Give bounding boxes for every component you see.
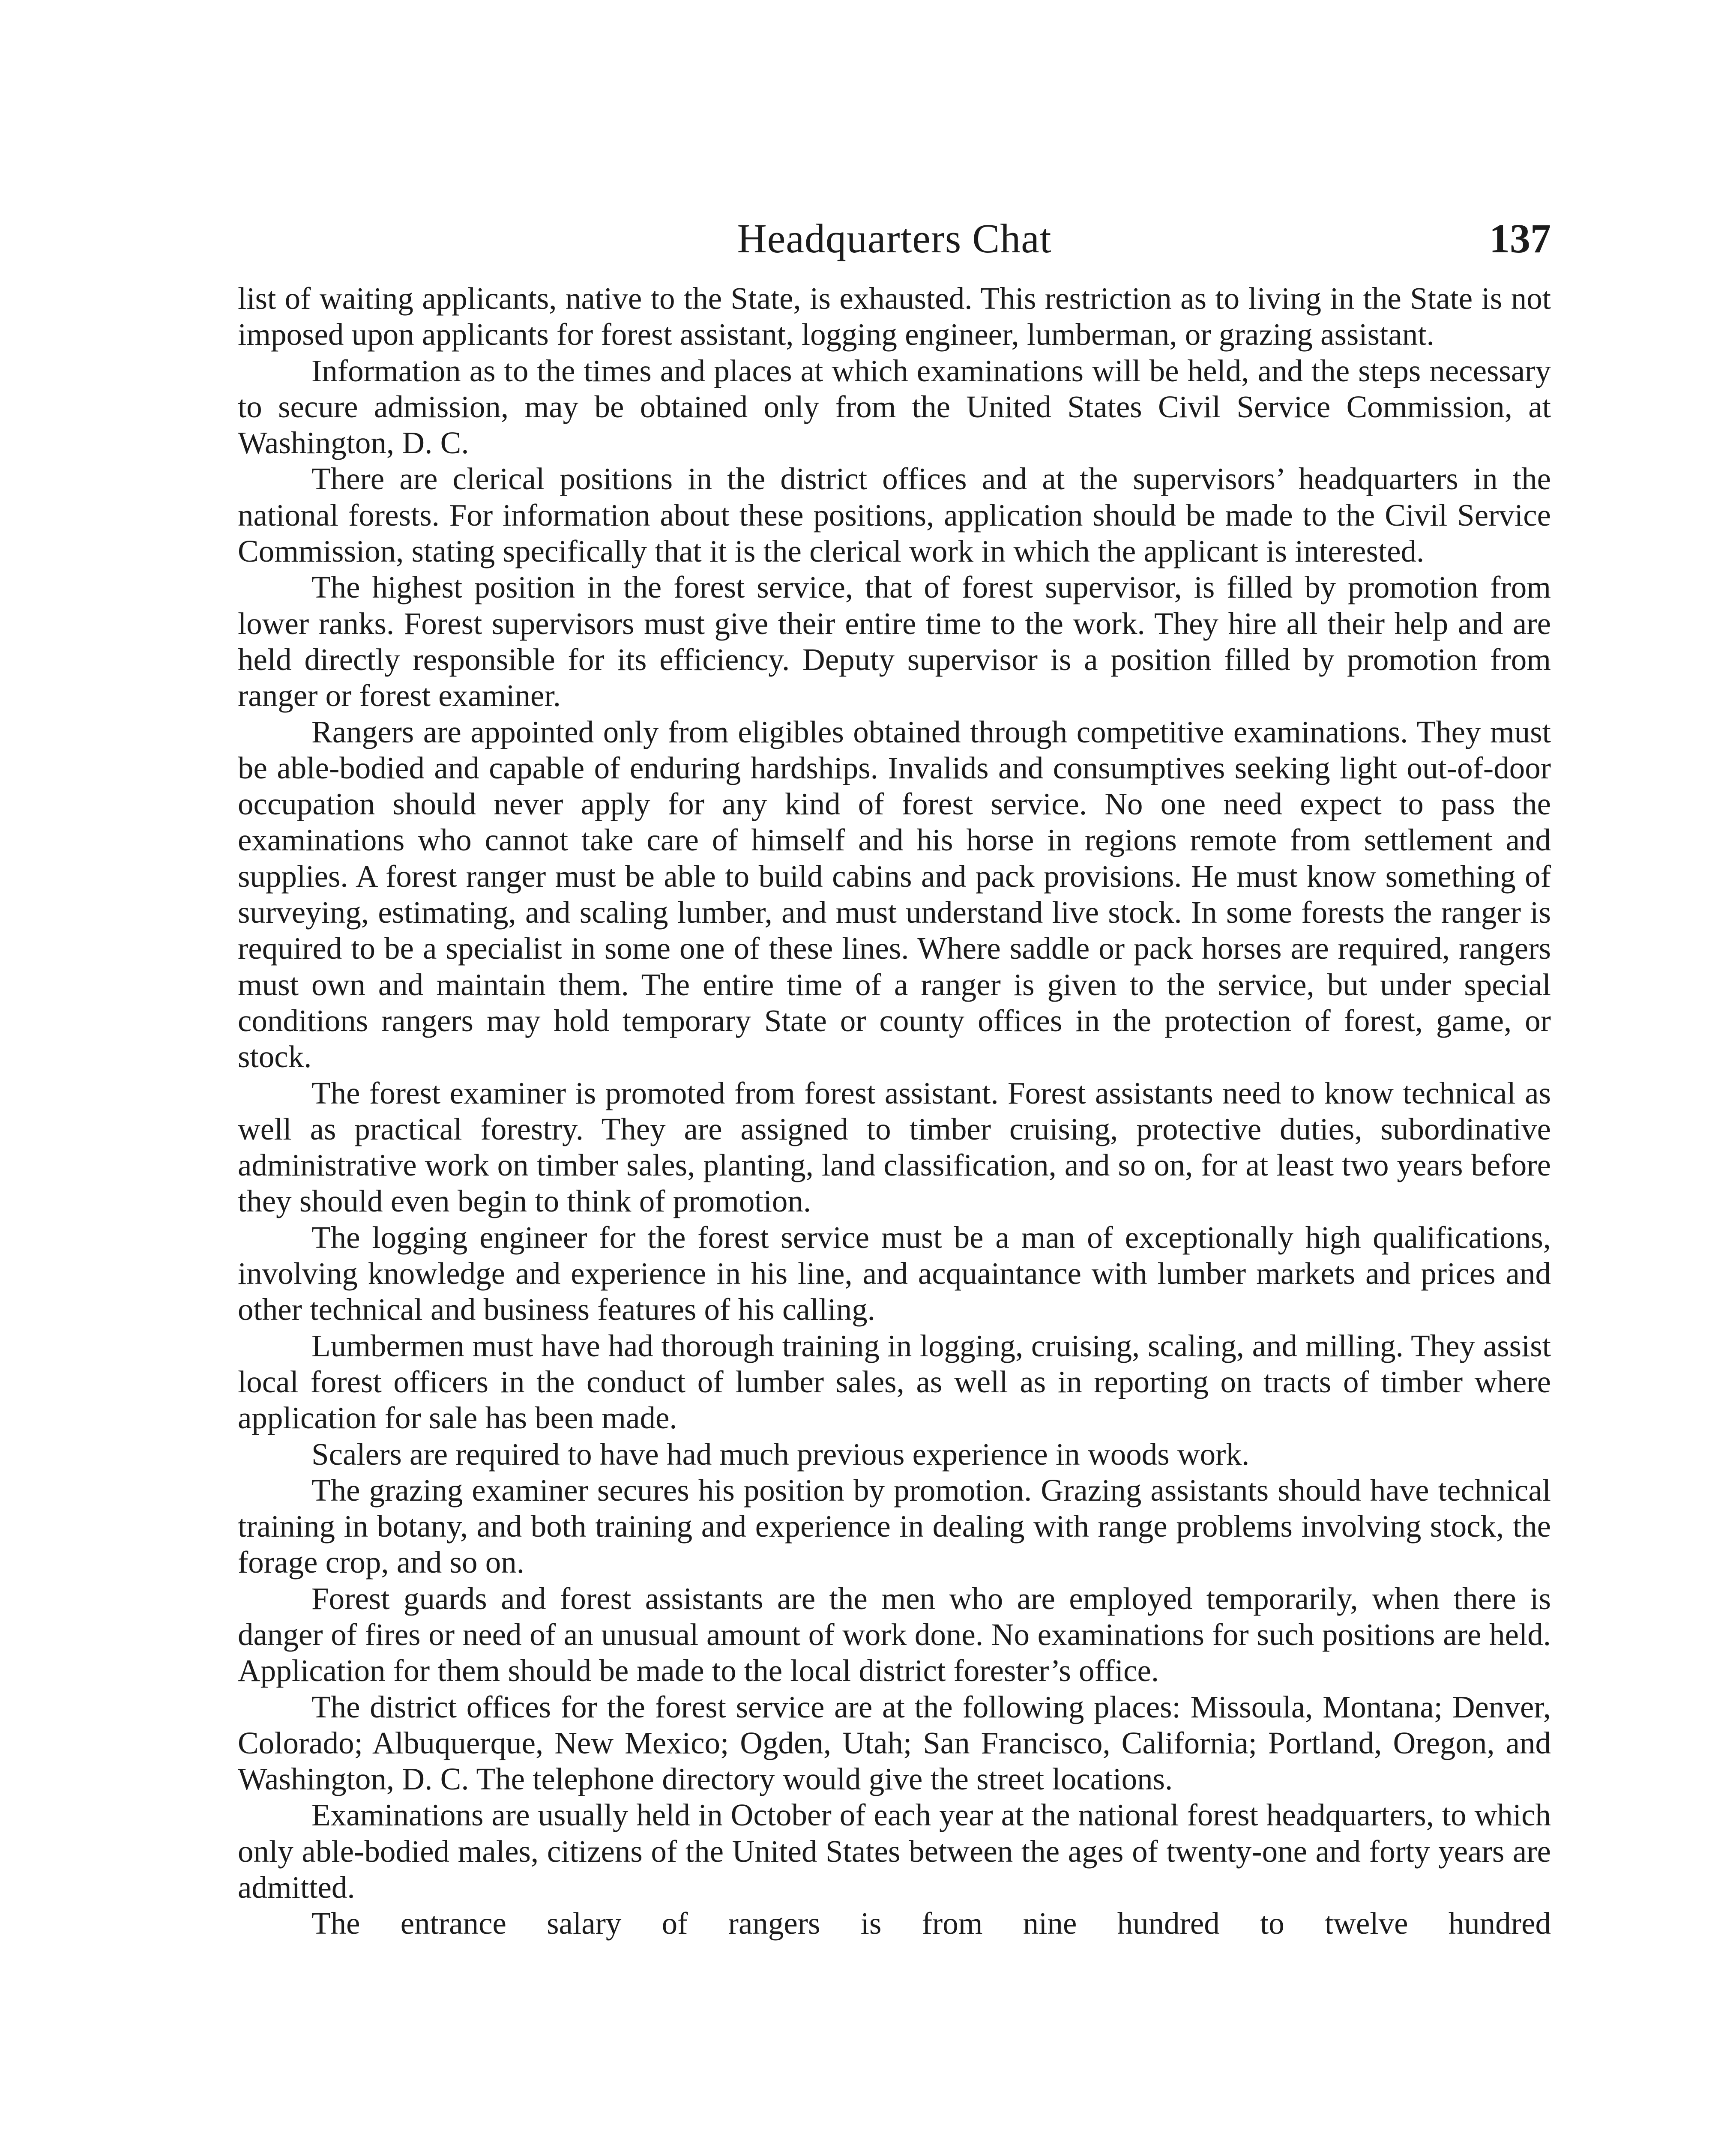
paragraph-11: Forest guards and forest assistants are the men who are employed temporarily, when there is danger of fires or need of an unusual amount of work done. No examinations for such positions are held. Application for them should be made to the local district forester’s office.	[238, 1581, 1551, 1688]
paragraph-5: Rangers are appointed only from eligibles obtained through competitive examinations. They must be able-bodied and capable of enduring hardships. Invalids and consumptives seeking light out-of-door occupation should never apply for any kind of forest service. No one need expect to pass the examinations who cannot take care of himself and his horse in regions remote from settlement and supplies. A forest ranger must be able to build cabins and pack provisions. He must know something of surveying, estimating, and scaling lumber, and must understand live stock. In some forests the ranger is required to be a specialist in some one of these lines. Where saddle or pack horses are required, rangers must own and maintain them. The entire time of a ranger is given to the service, but under special conditions rangers may hold temporary State or county offices in the protection of forest, game, or stock.	[238, 714, 1551, 1074]
paragraph-13: Examinations are usually held in October of each year at the national forest headquarters, to which only able-bodied males, citizens of the United States between the ages of twenty-one and forty years are admitted.	[238, 1798, 1551, 1905]
running-head	[238, 211, 1551, 266]
running-title: Headquarters Chat	[737, 215, 1052, 261]
paragraph-9: Scalers are required to have had much previous experience in woods work.	[311, 1436, 1250, 1472]
paragraph-12: The district offices for the forest service are at the following places: Missoula, Montana; Denver, Colorado; Albuquerque, New Mexico; Ogden, Utah; San Francisco, California; Portland, Oregon, and Washington, D. C. The telephone directory would give the street locations.	[238, 1689, 1551, 1797]
paragraph-4: The highest position in the forest service, that of forest supervisor, is filled by promotion from lower ranks. Forest supervisors must give their entire time to the work. They hire all their help and are held directly responsible for its efficiency. Deputy supervisor is a position filled by promotion from ranger or forest examiner.	[238, 570, 1551, 713]
paragraph-8: Lumbermen must have had thorough training in logging, cruising, scaling, and milling. They assist local forest officers in the conduct of lumber sales, as well as in reporting on tracts of timber where application for sale has been made.	[238, 1328, 1551, 1436]
paragraph-1: list of waiting applicants, native to the State, is exhausted. This restriction as to living in the State is not imposed upon applicants for forest assistant, logging engineer, lumberman, or grazing assistant.	[238, 281, 1551, 352]
paragraph-3: There are clerical positions in the district offices and at the supervisors’ headquarters in the national forests. For information about these positions, application should be made to the Civil Service Commission, stating specifically that it is the clerical work in which the applicant is interested.	[238, 461, 1551, 569]
paragraph-10: The grazing examiner secures his position by promotion. Grazing assistants should have technical training in botany, and both training and experience in dealing with range problems involving stock, the forage crop, and so on.	[238, 1472, 1551, 1580]
body-text	[238, 281, 1551, 1942]
paragraph-14: The entrance salary of rangers is from nine hundred to twelve hundred	[311, 1906, 1551, 1941]
paragraph-7: The logging engineer for the forest service must be a man of exceptionally high qualifications, involving knowledge and experience in his line, and acquaintance with lumber markets and prices and other technical and business features of his calling.	[238, 1220, 1551, 1327]
paragraph-2: Information as to the times and places at which examinations will be held, and the steps necessary to secure admission, may be obtained only from the United States Civil Service Commission, at Washington, D. C.	[238, 353, 1551, 461]
page-number: 137	[1489, 215, 1551, 261]
paragraph-6: The forest examiner is promoted from forest assistant. Forest assistants need to know technical as well as practical forestry. They are assigned to timber cruising, protective duties, subordinative administrative work on timber sales, planting, land classification, and so on, for at least two years before they should even begin to think of promotion.	[238, 1075, 1551, 1219]
